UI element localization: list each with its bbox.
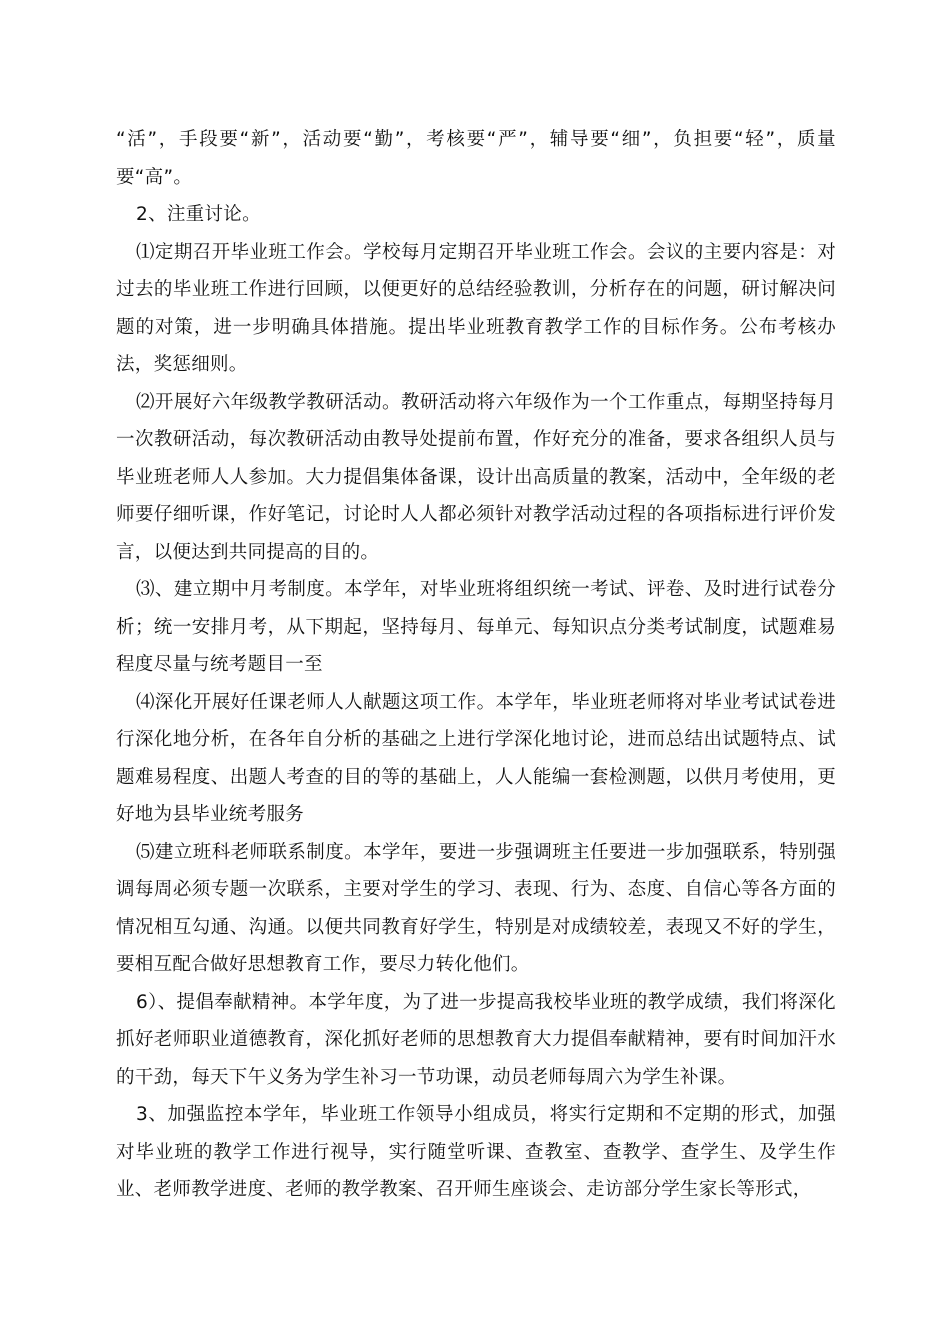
paragraph-5: ⑷深化开展好任课老师人人献题这项工作。本学年，毕业班老师将对毕业考试试卷进行深化地分析，在各年自分析的基础之上进行学深化地讨论，进而总结出试题特点、试题难易程度、出题人考查的目的等的基础上，人人能编一套检测题，以供月考使用，更好地为县毕业统考服务: [116, 691, 836, 825]
paragraph-1: 2、注重讨论。: [136, 204, 261, 225]
paragraph-8: 3、加强监控本学年，毕业班工作领导小组成员，将实行定期和不定期的形式，加强对毕业班的教学工作进行视导，实行随堂听课、查教室、查教学、查学生、及学生作业、老师教学进度、老师的教学教案、召开师生座谈会、走访部分学生家长等形式，: [116, 1104, 836, 1200]
paragraph-0: “活”，手段要“新”，活动要“勤”，考核要“严”，辅导要“细”，负担要“轻”，质量要“高”。: [116, 129, 836, 188]
paragraph-7: 6）、提倡奉献精神。本学年度，为了进一步提高我校毕业班的教学成绩，我们将深化抓好老师职业道德教育，深化抓好老师的思想教育大力提倡奉献精神，要有时间加汗水的干劲，每天下午义务为学生补习一节功课，动员老师每周六为学生补课。: [116, 991, 836, 1088]
document-body: [116, 121, 836, 1209]
paragraph-2: ⑴定期召开毕业班工作会。学校每月定期召开毕业班工作会。会议的主要内容是：对过去的毕业班工作进行回顾，以便更好的总结经验教训，分析存在的问题，研讨解决问题的对策，进一步明确具体措施。提出毕业班教育教学工作的目标作务。公布考核办法，奖惩细则。: [116, 241, 836, 375]
paragraph-3: ⑵开展好六年级教学教研活动。教研活动将六年级作为一个工作重点，每期坚持每月一次教研活动，每次教研活动由教导处提前布置，作好充分的准备，要求各组织人员与毕业班老师人人参加。大力提倡集体备课，设计出高质量的教案，活动中，全年级的老师要仔细听课，作好笔记，讨论时人人都必须针对教学活动过程的各项指标进行评价发言，以便达到共同提高的目的。: [116, 391, 836, 563]
paragraph-4: ⑶、建立期中月考制度。本学年，对毕业班将组织统一考试、评卷、及时进行试卷分析；统一安排月考，从下期起，坚持每月、每单元、每知识点分类考试制度，试题难易程度尽量与统考题目一至: [116, 579, 836, 675]
paragraph-6: ⑸建立班科老师联系制度。本学年，要进一步强调班主任要进一步加强联系，特别强调每周必须专题一次联系，主要对学生的学习、表现、行为、态度、自信心等各方面的情况相互勾通、沟通。以便共同教育好学生，特别是对成绩较差，表现又不好的学生，要相互配合做好思想教育工作，要尽力转化他们。: [116, 841, 836, 975]
